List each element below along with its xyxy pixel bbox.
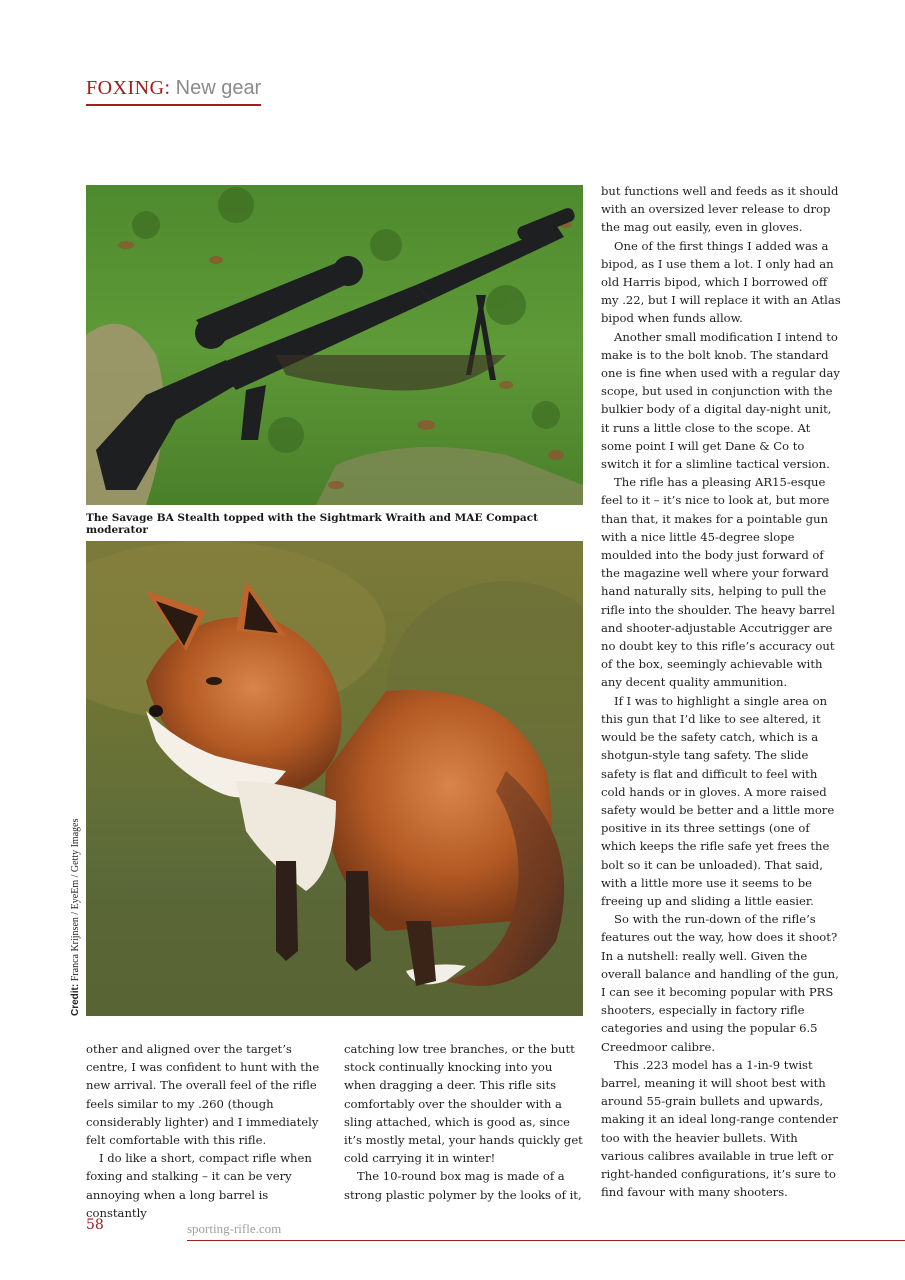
text-column-3: [601, 182, 841, 1201]
page-number: 58: [86, 1217, 104, 1233]
fox-photo: [86, 541, 583, 1016]
photo-credit: [70, 819, 81, 1016]
footer-site-url: sporting-rifle.com: [187, 1221, 282, 1236]
paragraph: catching low tree branches, or the butt stock continually knocking into you when dragging a deer. This rifle sits comfortably over the shoulder with a sling attached, which is good as, since it’s mostly metal, your hands quickly get cold carrying it in winter!: [344, 1042, 583, 1166]
paragraph: One of the first things I added was a bipod, as I use them a lot. I only had an old Harris bipod, which I borrowed off my .22, but I will replace it with an Atlas bipod when funds allow.: [601, 238, 841, 326]
paragraph: The 10-round box mag is made of a strong plastic polymer by the looks of it,: [344, 1169, 582, 1202]
paragraph: I do like a short, compact rifle when foxing and stalking – it can be very annoying when a long barrel is constantly: [86, 1151, 312, 1220]
section-kicker: FOXING:: [86, 77, 171, 99]
paragraph: Another small modification I intend to make is to the bolt knob. The standard one is fine when used with a regular day scope, but used in conjunction with the bulkier body of a digital day-night unit, it runs a little close to the scope. At some point I will get Dane & Co to switch it for a slimline tactical version.: [601, 329, 840, 472]
rifle-photo: [86, 185, 583, 505]
fox-photo-illustration: [86, 541, 583, 1016]
text-column-1: [86, 1040, 328, 1222]
paragraph: The rifle has a pleasing AR15-esque feel to it – it’s nice to look at, but more than that, it makes for a pointable gun with a nice little 45-degree slope moulded into the body just forward of the magazine well where your forward hand naturally sits, helping to pull the rifle into the shoulder. The heavy barrel and shooter-adjustable Accutrigger are no doubt key to this rifle’s accuracy out of the box, seemingly achievable with any decent quality ammunition.: [601, 475, 835, 690]
credit-text: Franca Krijnsen / EyeEm / Getty Images: [70, 818, 81, 982]
paragraph: other and aligned over the target’s centre, I was confident to hunt with the new arrival. The overall feel of the rifle feels similar to my .260 (though considerably lighter) and I immediately felt comfortable with this rifle.: [86, 1042, 320, 1148]
photo-caption: The Savage BA Stealth topped with the Sightmark Wraith and MAE Compact moderator: [86, 512, 538, 536]
section-header: [86, 76, 261, 106]
rifle-photo-illustration: [86, 185, 583, 505]
paragraph: This .223 model has a 1-in-9 twist barrel, meaning it will shoot best with around 55-grain bullets and upwards, making it an ideal long-range contender too with the heavier bullets. With various calibres available in true left or right-handed configurations, it’s sure to find favour with many shooters.: [601, 1057, 838, 1200]
footer-rule: [187, 1240, 905, 1241]
paragraph: So with the run-down of the rifle’s features out the way, how does it shoot? In a nutshell: really well. Given the overall balance and handling of the gun, I can see it becoming popular with PRS shooters, especially in factory rifle categories and using the popular 6.5 Creedmoor calibre.: [601, 912, 839, 1054]
text-column-2: [344, 1040, 586, 1204]
section-subtitle: New gear: [175, 77, 262, 99]
credit-label: Credit:: [70, 983, 81, 1016]
paragraph: but functions well and feeds as it should with an oversized lever release to drop the mag out easily, even in gloves.: [601, 184, 839, 235]
paragraph: If I was to highlight a single area on this gun that I’d like to see altered, it would be the safety catch, which is a shotgun-style tang safety. The slide safety is flat and difficult to feel with cold hands or in gloves. A more raised safety would be better and a little more positive in its three settings (one of which keeps the rifle safe yet frees the bolt so it can be unloaded). That said, with a little more use it seems to be freeing up and sliding a little easier.: [601, 693, 835, 908]
